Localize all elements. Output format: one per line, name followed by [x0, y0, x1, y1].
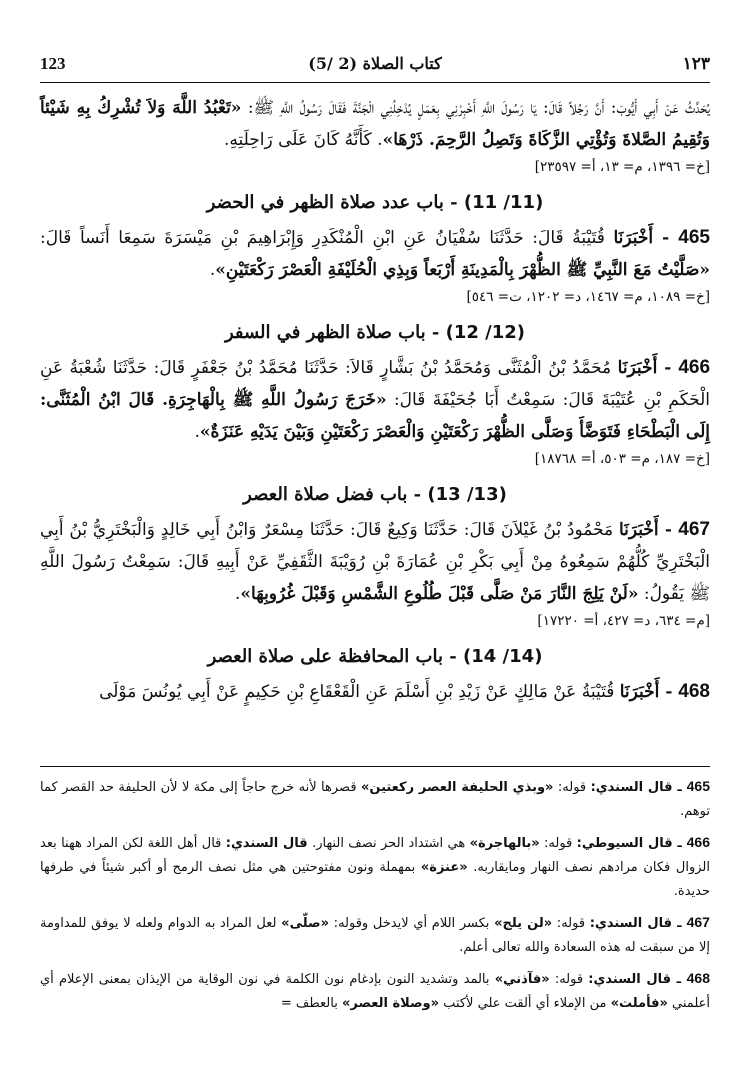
footnote-text: قوله:	[539, 836, 577, 851]
hadith-chain: قُتَيْبَةُ قَالَ: حَدَّثَنَا سُفْيَانُ عَنِ ابْنِ الْمُنْكَدِرِ وَإِبْرَاهِيمَ بْنِ مَيْسَرَةَ سَمِعَا أَنَساً قَالَ:	[40, 228, 614, 248]
chapter-title: - باب عدد صلاة الظهر في الحضر	[206, 192, 464, 213]
footnote-text: بمهملة ونون مفتوحتين هي مثل نصف الرمح أو أكبر شيئاً في طرفها حديدة.	[40, 860, 710, 899]
footnote-number: 468	[686, 970, 710, 986]
footnote-quote: «عنزة»	[420, 860, 468, 875]
chapter-title: - باب فضل صلاة العصر	[243, 484, 428, 505]
intro-text-end: . كَأَنَّهُ كَانَ عَلَى رَاحِلَتِهِ.	[224, 130, 383, 150]
chapter-heading	[40, 188, 710, 218]
hadith-reference: [م= ٦٣٤، د= ٤٢٧، أ= ١٧٢٢٠]	[537, 613, 710, 629]
footnote-number: 466	[686, 834, 710, 850]
hadith-number: 465	[678, 227, 710, 248]
footnote-author: ـ قال السندي:	[588, 972, 687, 987]
hadith-paragraph	[40, 676, 710, 708]
hadith-chain: قُتَيْبَةُ عَنْ مَالِكٍ عَنْ زَيْدِ بْنِ أَسْلَمَ عَنِ الْقَعْقَاعِ بْنِ حَكِيمٍ عَنْ أَبِي يُونُسَ مَوْلَى	[99, 682, 620, 702]
footnote	[40, 774, 710, 824]
footnote-text: قوله:	[552, 916, 590, 931]
footnote-text: هي اشتداد الحر نصف النهار.	[307, 836, 470, 851]
footnote-number: 467	[686, 914, 710, 930]
chapter-heading	[40, 642, 710, 672]
running-title: (5/ 2) كتاب الصلاة	[308, 54, 442, 73]
footnote-quote: «وصلاة العصر»	[341, 996, 440, 1011]
chapter-heading	[40, 480, 710, 510]
chapter-title: - باب صلاة الظهر في السفر	[224, 322, 446, 343]
hadith-opener: - أَخْبَرَنَا	[618, 520, 679, 540]
footnote	[40, 830, 710, 904]
footnote-divider	[40, 766, 710, 767]
hadith-number: 466	[678, 357, 711, 378]
footnotes	[40, 774, 710, 1022]
hadith-quote: «خَرَجَ رَسُولُ اللَّهِ ﷺ بِالْهَاجِرَةِ. قَالَ ابْنُ الْمُثَنَّى: إِلَى الْبَطْحَاءِ فَتَوَضَّأَ وَصَلَّى الظُّهْرَ رَكْعَتَيْنِ وَالْعَصْرَ رَكْعَتَيْنِ وَبَيْنَ يَدَيْهِ عَنَزَةٌ»	[40, 390, 710, 442]
footnote-quote: «فأملت»	[610, 996, 668, 1011]
hadith-number: 467	[678, 519, 710, 540]
page-header	[40, 48, 710, 83]
hadith-reference: [خ= ١٨٧، م= ٥٠٣، أ= ١٨٧٦٨]	[534, 451, 710, 467]
footnote-quote: «وبذي الحليفة العصر ركعتين»	[360, 780, 554, 795]
hadith-quote: «صَلَّيْتُ مَعَ النَّبِيِّ ﷺ الظُّهْرَ بِالْمَدِينَةِ أَرْبَعاً وَبِذِي الْحُلَيْفَةِ الْعَصْرَ رَكْعَتَيْنِ»	[215, 260, 710, 280]
footnote	[40, 910, 710, 960]
footnote-text: قصرها لأنه خرج حاجاً إلى مكة لا لأن الحليفة حد القصر كما توهم.	[40, 780, 710, 819]
hadith-end: .	[209, 260, 216, 280]
chapter-title: - باب المحافظة على صلاة العصر	[207, 646, 463, 667]
chapter-number: (13/ 13)	[427, 484, 507, 505]
hadith-reference: [خ= ١٠٨٩، م= ١٤٦٧، د= ١٢٠٢، ت= ٥٤٦]	[466, 289, 710, 305]
hadith-end: .	[235, 584, 241, 604]
intro-paragraph	[40, 92, 710, 156]
hadith-opener: - أَخْبَرَنَا	[613, 228, 679, 248]
footnote-quote: «صلّى»	[281, 916, 329, 931]
footnote-quote: «فآذني»	[494, 972, 550, 987]
hadith-paragraph	[40, 352, 710, 448]
footnote-quote: «بالهاجرة»	[469, 836, 540, 851]
intro-reference: [خ= ١٣٩٦، م= ١٣، أ= ٢٣٥٩٧]	[534, 159, 710, 175]
hadith-paragraph	[40, 222, 710, 286]
footnote-text: قوله:	[553, 780, 591, 795]
hadith-end: .	[194, 422, 200, 442]
hadith-quote: «لَنْ يَلِجَ النَّارَ مَنْ صَلَّى قَبْلَ طُلُوعِ الشَّمْسِ وَقَبْلَ غُرُوبِهَا»	[240, 584, 639, 604]
section-11	[40, 188, 710, 308]
chapter-number: (14/ 14)	[462, 646, 543, 667]
hadith-paragraph	[40, 514, 710, 610]
intro-text: يُحَدِّثُ عَنْ أَبِي أَيُّوبَ: أَنَّ رَجُلاً قَالَ: يَا رَسُولَ اللَّهِ أَخْبِرْنِي بِعَمَلٍ يُدْخِلُنِي الْجَنَّةَ فَقَالَ رَسُولُ اللَّهِ ﷺ:	[241, 98, 710, 118]
footnote-author: ـ قال السيوطي:	[576, 836, 687, 851]
footnote-author: ـ قال السندي:	[589, 916, 687, 931]
page-number-latin: 123	[40, 54, 66, 73]
hadith-opener: - أَخْبَرَنَا	[617, 358, 679, 378]
hadith-chain: مُحَمَّدُ بْنُ الْمُثَنَّى وَمُحَمَّدُ بْنُ بَشَّارٍ قَالاَ: حَدَّثَنَا مُحَمَّدُ بْنُ جَعْفَرٍ قَالَ: حَدَّثَنَا شُعْبَةُ عَنِ الْحَكَمِ بْنِ عُتَيْبَةَ قَالَ: سَمِعْتُ أَبَا جُحَيْفَةَ قَالَ:	[40, 358, 710, 410]
section-14	[40, 642, 710, 708]
footnote-author: قال السندي:	[225, 836, 308, 851]
section-12	[40, 318, 710, 470]
footnote-number: 465	[686, 778, 710, 794]
intro-quote: «تَعْبُدُ اللَّهَ وَلاَ تُشْرِكُ بِهِ شَيْئاً وَتُقِيمُ الصَّلاةَ وَتُؤْتِي الزَّكَاةَ وَتَصِلُ الرَّحِمَ. ذَرْهَا»	[40, 98, 710, 150]
main-text	[40, 92, 710, 708]
footnote-text: لعل المراد به الدوام ولعله لا يوفق للمداومة إلا من سبقت له هذه السعادة والله تعالى أعلم.	[40, 916, 710, 955]
section-13	[40, 480, 710, 632]
footnote-quote: «لن يلج»	[494, 916, 553, 931]
chapter-heading	[40, 318, 710, 348]
footnote-text: بالعطف =	[280, 996, 342, 1011]
page-number-arabic: ١٢٣	[682, 54, 710, 74]
footnote-text: بالمد وتشديد النون بإدغام نون الكلمة في نون الوقاية من الإيذان بمعنى الإعلام أي أعلمني	[40, 972, 710, 1011]
footnote-text: من الإملاء أي ألقت علي لأكتب	[439, 996, 611, 1011]
chapter-number: (12/ 12)	[445, 322, 526, 343]
footnote-text: قال أهل اللغة لكن المراد ههنا بعد الزوال فكان مرادهم نصف النهار ومايقاربه.	[40, 836, 710, 875]
footnote-text: بكسر اللام أي لايدخل وقوله:	[329, 916, 495, 931]
footnote-author: ـ قال السندي:	[590, 780, 687, 795]
chapter-number: (11/ 11)	[463, 192, 544, 213]
footnote-text: قوله:	[549, 972, 589, 987]
hadith-number: 468	[678, 681, 710, 702]
hadith-chain: مَحْمُودُ بْنُ غَيْلاَنَ قَالَ: حَدَّثَنَا وَكِيعٌ قَالَ: حَدَّثَنَا مِسْعَرٌ وَابْنُ أَبِي خَالِدٍ وَالْبَخْتَرِيُّ بْنُ أَبِي الْبَخْتَرِيِّ كُلُّهُمْ سَمِعُوهُ مِنْ أَبِي بَكْرِ بْنِ عُمَارَةَ بْنِ رُوَيْبَةَ الثَّقَفِيِّ عَنْ أَبِيهِ قَالَ: سَمِعْتُ رَسُولَ اللَّهِ ﷺ يَقُولُ:	[40, 520, 710, 604]
hadith-opener: - أَخْبَرَنَا	[619, 682, 679, 702]
footnote	[40, 966, 710, 1016]
